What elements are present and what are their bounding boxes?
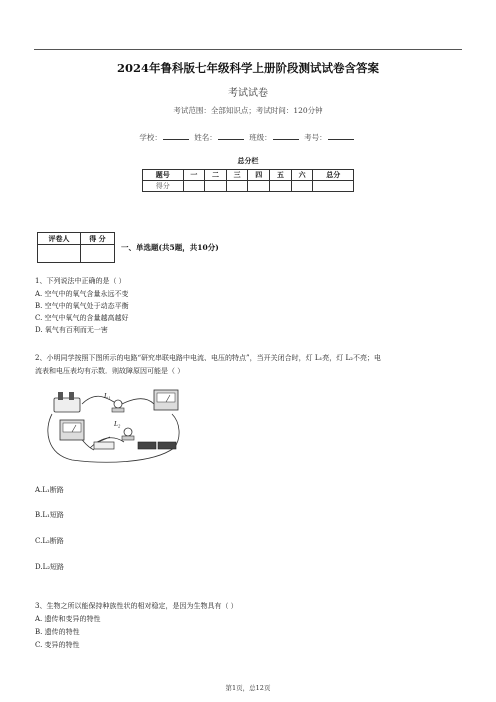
grader-table bbox=[37, 232, 115, 263]
question-3-stem: 3、生物之所以能保持种族性状的相对稳定，是因为生物具有（ ） bbox=[35, 602, 238, 610]
class-label: 班级： bbox=[249, 133, 272, 142]
score-cell[interactable] bbox=[291, 181, 313, 192]
grader-cell[interactable] bbox=[38, 245, 81, 263]
name-blank[interactable] bbox=[218, 131, 244, 140]
question-2-option-d: D.L₂短路 bbox=[35, 563, 65, 571]
header-rule bbox=[34, 49, 462, 50]
question-1-option-a: A. 空气中的氧气含量永远不变 bbox=[35, 290, 129, 298]
score-cell[interactable] bbox=[226, 181, 248, 192]
score-row-label: 得分 bbox=[143, 181, 184, 192]
page-footer: 第1页，总12页 bbox=[225, 684, 271, 692]
lamp-l2-icon bbox=[122, 428, 134, 440]
exam-title: 2024年鲁科版七年级科学上册阶段测试试卷含答案 bbox=[116, 61, 379, 75]
question-1-option-b: B. 空气中的氧气处于动态平衡 bbox=[35, 302, 129, 310]
school-label: 学校： bbox=[139, 133, 162, 142]
score-header-cell: 三 bbox=[226, 170, 248, 181]
question-1-stem: 1、下列说法中正确的是（ ） bbox=[35, 277, 126, 285]
score-header-cell: 题号 bbox=[143, 170, 184, 181]
battery-holder-icon bbox=[54, 392, 80, 412]
class-blank[interactable] bbox=[273, 131, 299, 140]
score-cell[interactable] bbox=[183, 181, 205, 192]
score-table-caption: 总分栏 bbox=[237, 156, 259, 165]
question-2-option-c: C.L₂断路 bbox=[35, 537, 64, 545]
ammeter-icon bbox=[154, 390, 178, 410]
question-1-option-d: D. 氧气有百利而无一害 bbox=[35, 326, 108, 334]
student-fields bbox=[0, 131, 496, 143]
question-2-option-b: B.L₁短路 bbox=[35, 511, 64, 519]
grader-blank-row bbox=[38, 245, 115, 263]
voltmeter-icon bbox=[60, 420, 84, 440]
question-2-stem-line1: 2、小明同学按照下图所示的电路“研究串联电路中电流、电压的特点”，当开关闭合时，灯 L₁亮，灯 L₂不亮；电 bbox=[35, 354, 381, 362]
score-table bbox=[142, 169, 354, 192]
name-label: 姓名： bbox=[194, 133, 217, 142]
score-header-cell: 五 bbox=[270, 170, 292, 181]
score-table-header-row bbox=[143, 170, 354, 181]
score-table-data-row bbox=[143, 181, 354, 192]
exam-info: 考试范围：全部知识点；考试时间：120分钟 bbox=[173, 106, 323, 115]
grader-header-cell: 得 分 bbox=[80, 233, 114, 245]
section-heading: 一、单选题(共5题，共10分) bbox=[121, 243, 219, 252]
question-2-option-a: A.L₁断路 bbox=[35, 486, 64, 494]
score-cell[interactable] bbox=[313, 181, 354, 192]
exam-number-blank[interactable] bbox=[328, 131, 354, 140]
question-3-option-a: A. 遗传和变异的特性 bbox=[35, 615, 101, 623]
score-cell[interactable] bbox=[248, 181, 270, 192]
score-header-cell: 六 bbox=[291, 170, 313, 181]
lamp-l2-label: L₂ bbox=[114, 420, 121, 428]
school-blank[interactable] bbox=[163, 131, 189, 140]
grader-header-cell: 评卷人 bbox=[38, 233, 81, 245]
score-header-cell: 二 bbox=[205, 170, 227, 181]
question-2-stem-line2: 流表和电压表均有示数．则故障原因可能是（ ） bbox=[35, 367, 185, 375]
exam-subtitle: 考试试卷 bbox=[228, 88, 268, 99]
grader-cell[interactable] bbox=[80, 245, 114, 263]
score-cell[interactable] bbox=[270, 181, 292, 192]
lamp-l1-label: L₁ bbox=[104, 392, 111, 400]
question-1-option-c: C. 空气中氧气的含量越高越好 bbox=[35, 314, 129, 322]
score-header-cell: 一 bbox=[183, 170, 205, 181]
question-3-option-b: B. 遗传的特性 bbox=[35, 628, 80, 636]
question-3-option-c: C. 变异的特性 bbox=[35, 641, 80, 649]
exam-number-label: 考号： bbox=[304, 133, 327, 142]
score-header-cell: 总分 bbox=[313, 170, 354, 181]
score-cell[interactable] bbox=[205, 181, 227, 192]
battery-cells-icon bbox=[138, 442, 176, 449]
score-header-cell: 四 bbox=[248, 170, 270, 181]
circuit-diagram bbox=[42, 384, 182, 464]
grader-header-row bbox=[38, 233, 115, 245]
